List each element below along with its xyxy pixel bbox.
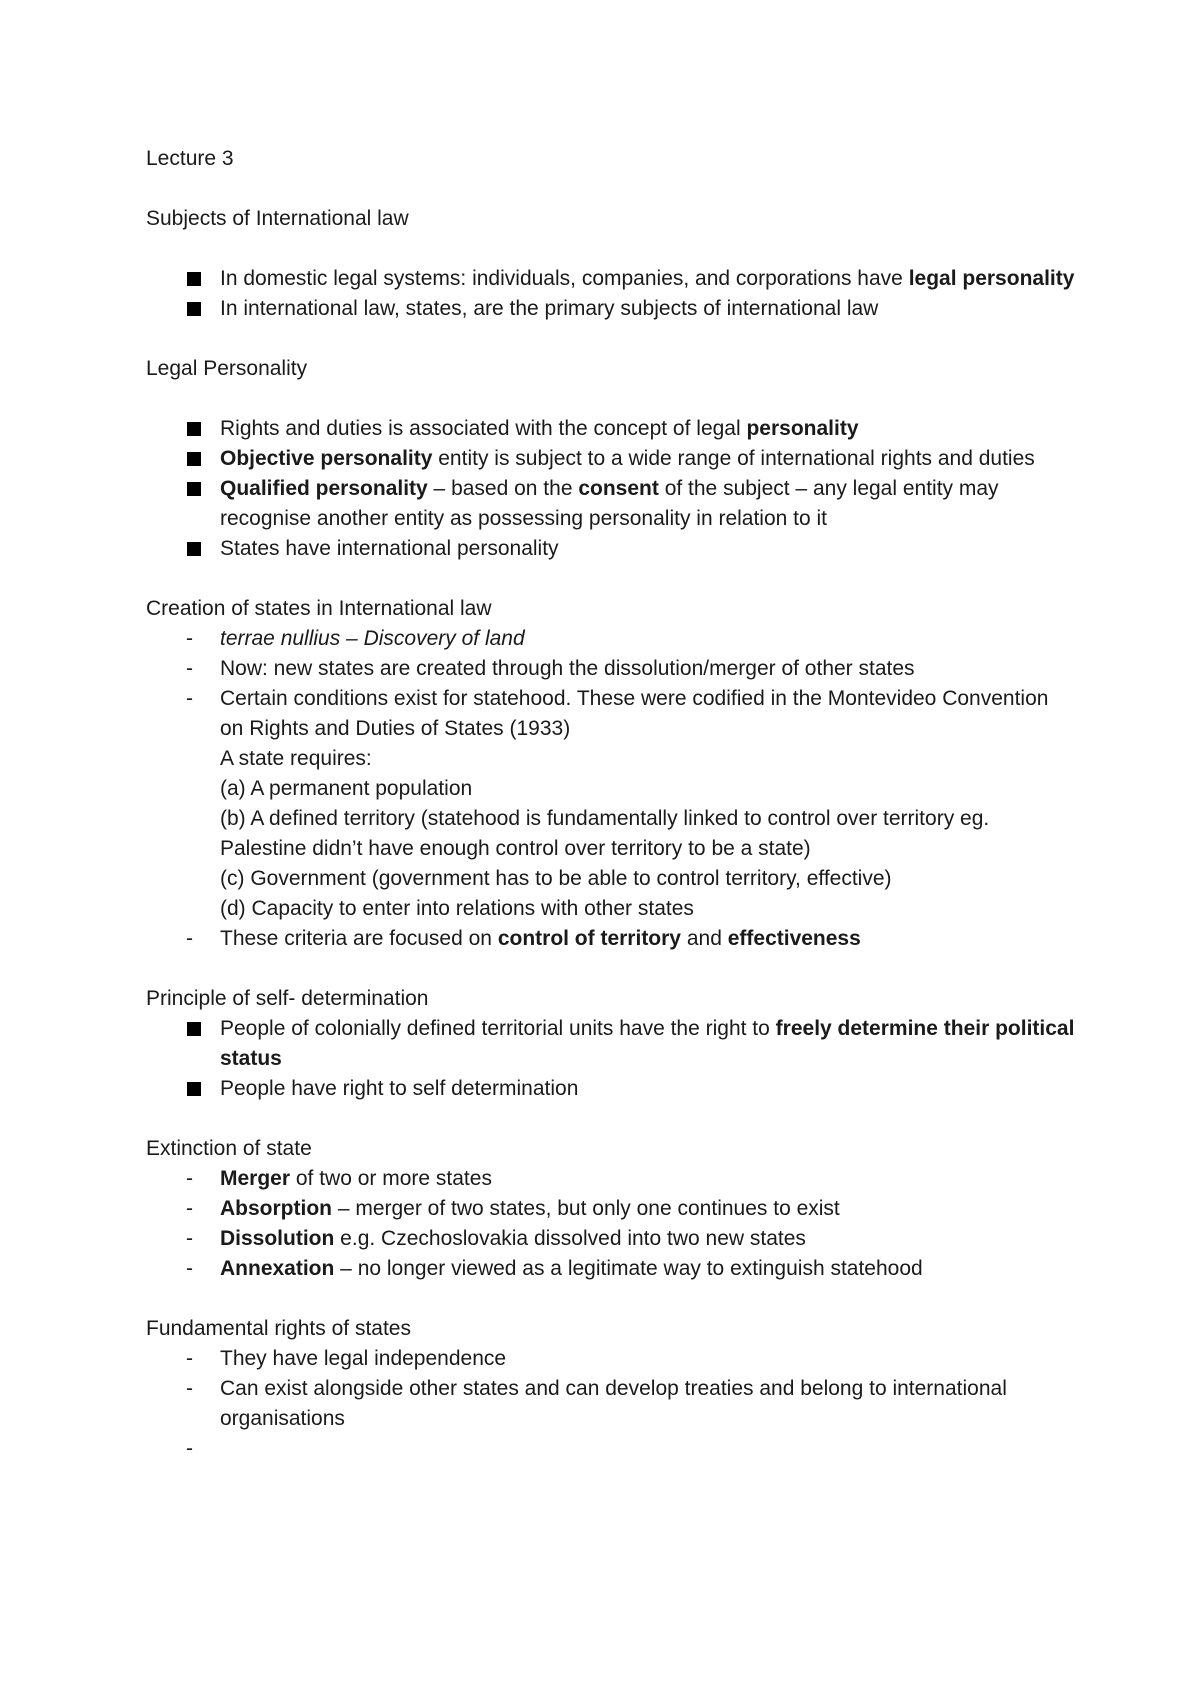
section-heading-subjects: Subjects of International law (146, 207, 409, 230)
requirement-c: (c) Government (government has to be able to control territory, effective) (220, 867, 892, 890)
dash-bullet: - (186, 927, 193, 950)
lecture-title: Lecture 3 (146, 147, 234, 170)
list-item: - Can exist alongside other states and can develop treaties and belong to international organisations (146, 1374, 1076, 1434)
section-heading-extinction: Extinction of state (146, 1137, 312, 1160)
list-item: - Certain conditions exist for statehood. These were codified in the Montevideo Convention on Rights and Duties of States (1933) A state requires: (a) A permanent population (b) A defined territory (statehood is fundamentally linked to control over territory eg. Palestine didn’t have enough control over territory to be a state) (c) Government (government has to be able to control territory, effective) (d) Capacity to enter into relations with other states (146, 684, 1076, 924)
requirement-b: (b) A defined territory (statehood is fundamentally linked to control over territory eg. Palestine didn’t have enough control over territory to be a state) (220, 807, 990, 860)
list-item: Objective personality entity is subject to a wide range of international rights and duties (220, 447, 1035, 470)
requirement-d: (d) Capacity to enter into relations with other states (220, 897, 694, 920)
dash-bullet: - (186, 627, 193, 650)
list-item: In international law, states, are the primary subjects of international law (220, 297, 879, 320)
list-item: In domestic legal systems: individuals, companies, and corporations have legal personality (220, 267, 1075, 290)
list-item: - Merger of two or more states (146, 1164, 1076, 1194)
section-heading-creation: Creation of states in International law (146, 597, 492, 620)
document-content (146, 144, 1076, 1464)
dash-bullet: - (186, 1197, 193, 1220)
section-heading-fundamental-rights: Fundamental rights of states (146, 1317, 411, 1340)
list-item-empty (146, 1434, 1076, 1464)
dash-bullet: - (186, 1257, 193, 1280)
dash-bullet: - (186, 1347, 193, 1370)
list-item: - Now: new states are created through the dissolution/merger of other states (146, 654, 1076, 684)
list-item: - terrae nullius – Discovery of land (146, 624, 1076, 654)
dash-bullet: - (186, 1437, 193, 1460)
list-item: - Dissolution e.g. Czechoslovakia dissolved into two new states (146, 1224, 1076, 1254)
list-item: - Annexation – no longer viewed as a legitimate way to extinguish statehood (146, 1254, 1076, 1284)
list-item: - These criteria are focused on control of territory and effectiveness (146, 924, 1076, 954)
requirement-a: (a) A permanent population (220, 777, 473, 800)
list-item: - They have legal independence (146, 1344, 1076, 1374)
list-item: Qualified personality – based on the consent of the subject – any legal entity may recognise another entity as possessing personality in relation to it (220, 477, 999, 530)
requirements-intro: A state requires: (220, 747, 372, 770)
list-item: People have right to self determination (220, 1077, 579, 1100)
dash-bullet: - (186, 1167, 193, 1190)
list-item: People of colonially defined territorial units have the right to freely determine their political status (220, 1017, 1075, 1070)
list-item: - Absorption – merger of two states, but only one continues to exist (146, 1194, 1076, 1224)
list-item: Rights and duties is associated with the concept of legal personality (220, 417, 859, 440)
dash-bullet: - (186, 687, 193, 710)
section-heading-legal-personality: Legal Personality (146, 357, 308, 380)
list-item: States have international personality (220, 537, 559, 560)
dash-bullet: - (186, 657, 193, 680)
dash-bullet: - (186, 1227, 193, 1250)
section-heading-self-determination: Principle of self- determination (146, 987, 429, 1010)
dash-bullet: - (186, 1377, 193, 1400)
